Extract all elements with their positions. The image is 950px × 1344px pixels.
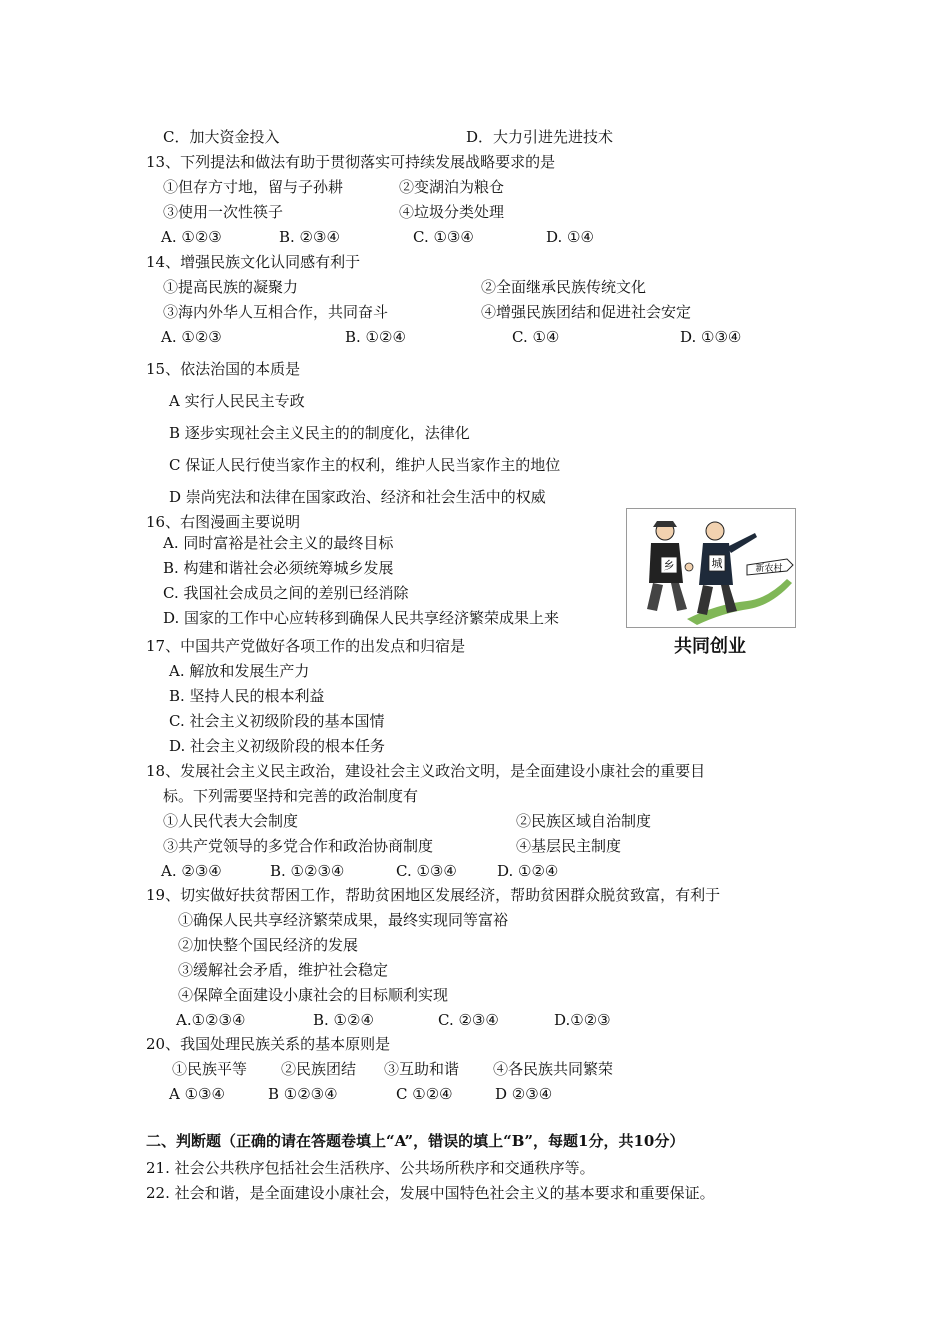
text-line: ③海内外华人互相合作，共同奋斗 xyxy=(163,303,389,321)
text-line: ②全面继承民族传统文化 xyxy=(481,278,647,296)
left-figure-leg-1 xyxy=(647,583,663,611)
text-line: ①提高民族的凝聚力 xyxy=(163,278,299,296)
left-figure-hat xyxy=(653,521,677,527)
text-line: ②民族团结 xyxy=(281,1060,357,1078)
text-line: ①人民代表大会制度 xyxy=(163,812,299,830)
signpost-label: 新农村 xyxy=(755,564,783,574)
text-line: 22. 社会和谐，是全面建设小康社会，发展中国特色社会主义的基本要求和重要保证。 xyxy=(146,1184,715,1202)
text-line: B. 构建和谐社会必须统筹城乡发展 xyxy=(163,559,394,577)
text-line: A. 解放和发展生产力 xyxy=(169,662,310,680)
text-line: ①民族平等 xyxy=(172,1060,248,1078)
text-line: ④各民族共同繁荣 xyxy=(493,1060,614,1078)
text-line: 17、中国共产党做好各项工作的出发点和归宿是 xyxy=(146,637,466,655)
text-line: ④基层民主制度 xyxy=(516,837,622,855)
text-line: A. ②③④ xyxy=(161,862,222,880)
right-figure-label: 城 xyxy=(711,557,723,570)
text-line: D. 社会主义初级阶段的根本任务 xyxy=(169,737,386,755)
text-line: A. 同时富裕是社会主义的最终目标 xyxy=(163,534,394,552)
text-line: ②加快整个国民经济的发展 xyxy=(178,936,359,954)
left-figure-leg-2 xyxy=(671,583,687,611)
text-line: 21. 社会公共秩序包括社会生活秩序、公共场所秩序和交通秩序等。 xyxy=(146,1159,595,1177)
text-line: 16、右图漫画主要说明 xyxy=(146,513,301,531)
right-figure-head xyxy=(706,522,724,540)
text-line: C. ①③④ xyxy=(396,862,457,880)
text-line: D. 国家的工作中心应转移到确保人民共享经济繁荣成果上来 xyxy=(163,609,560,627)
text-line: B. ②③④ xyxy=(279,228,340,246)
text-line: ②变湖泊为粮仓 xyxy=(399,178,505,196)
text-line: D. ①②④ xyxy=(497,862,559,880)
text-line: C．加大资金投入 xyxy=(163,128,280,146)
text-line: ③使用一次性筷子 xyxy=(163,203,284,221)
text-line: C. 社会主义初级阶段的基本国情 xyxy=(169,712,385,730)
text-line: D. ①④ xyxy=(546,228,594,246)
text-line: ④垃圾分类处理 xyxy=(399,203,505,221)
text-line: 18、发展社会主义民主政治，建设社会主义政治文明，是全面建设小康社会的重要目 xyxy=(146,762,706,780)
text-line: D. ①③④ xyxy=(680,328,742,346)
text-line: D．大力引进先进技术 xyxy=(466,128,614,146)
text-line: 14、增强民族文化认同感有利于 xyxy=(146,253,361,271)
text-line: ④增强民族团结和促进社会安定 xyxy=(481,303,692,321)
text-line: 15、依法治国的本质是 xyxy=(146,360,301,378)
right-figure-pointing-arm xyxy=(727,533,757,553)
text-line: D 崇尚宪法和法律在国家政治、经济和社会生活中的权威 xyxy=(169,488,546,506)
text-line: ③共产党领导的多党合作和政治协商制度 xyxy=(163,837,434,855)
text-line: ③缓解社会矛盾，维护社会稳定 xyxy=(178,961,389,979)
left-figure-label: 乡 xyxy=(663,559,675,572)
text-line: C. 我国社会成员之间的差别已经消除 xyxy=(163,584,409,602)
text-line: A. ①②③ xyxy=(161,328,222,346)
text-line: 二、判断题（正确的请在答题卷填上“A”，错误的填上“B”，每题1分，共10分） xyxy=(146,1132,685,1150)
text-line: ①但存方寸地，留与子孙耕 xyxy=(163,178,344,196)
cartoon-illustration xyxy=(626,508,796,628)
text-line: B. ①②④ xyxy=(313,1011,374,1029)
text-line: D.①②③ xyxy=(554,1011,611,1029)
text-line: B. 坚持人民的根本利益 xyxy=(169,687,325,705)
cartoon-caption: 共同创业 xyxy=(674,636,746,657)
text-line: C. ①④ xyxy=(512,328,560,346)
text-line: 19、切实做好扶贫帮困工作，帮助贫困地区发展经济，帮助贫困群众脱贫致富，有利于 xyxy=(146,886,721,904)
text-line: B. ①②④ xyxy=(345,328,406,346)
text-line: B. ①②③④ xyxy=(270,862,345,880)
text-line: ④保障全面建设小康社会的目标顺利实现 xyxy=(178,986,449,1004)
text-line: A 实行人民民主专政 xyxy=(169,392,305,410)
text-line: ①确保人民共享经济繁荣成果，最终实现同等富裕 xyxy=(178,911,509,929)
text-line: ②民族区域自治制度 xyxy=(516,812,652,830)
text-line: B 逐步实现社会主义民主的的制度化，法律化 xyxy=(169,424,470,442)
text-line: 13、下列提法和做法有助于贯彻落实可持续发展战略要求的是 xyxy=(146,153,556,171)
text-line: 标。下列需要坚持和完善的政治制度有 xyxy=(163,787,419,805)
text-line: ③互助和谐 xyxy=(384,1060,460,1078)
text-line: C. ①③④ xyxy=(413,228,474,246)
text-line: C ①②④ xyxy=(396,1085,453,1103)
text-line: A.①②③④ xyxy=(176,1011,246,1029)
text-line: C 保证人民行使当家作主的权利，维护人民当家作主的地位 xyxy=(169,456,561,474)
text-line: A ①③④ xyxy=(169,1085,225,1103)
text-line: D ②③④ xyxy=(495,1085,553,1103)
text-line: C. ②③④ xyxy=(438,1011,499,1029)
text-line: A. ①②③ xyxy=(161,228,222,246)
cartoon-drawing xyxy=(627,509,795,627)
text-line: 20、我国处理民族关系的基本原则是 xyxy=(146,1035,391,1053)
text-line: B ①②③④ xyxy=(268,1085,338,1103)
handshake-icon xyxy=(685,563,693,571)
